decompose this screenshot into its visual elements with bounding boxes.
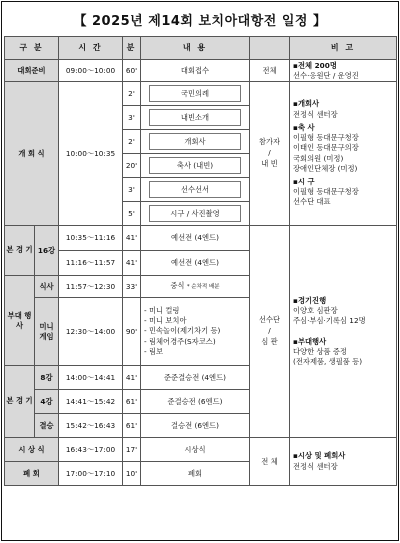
program-box: 내빈소개 (149, 109, 242, 126)
remark-line: 선수단 대표 (293, 197, 331, 207)
header-remarks: 비 고 (290, 37, 397, 60)
remark-head: ▪축 사 (293, 122, 315, 132)
game-item: - 미니 보치아 (144, 316, 187, 326)
category-opening: 개 회 식 (5, 82, 59, 226)
target-opening (250, 82, 290, 226)
header-time: 시 간 (59, 37, 123, 60)
remark-line: 국회의원 (미정) (293, 153, 344, 163)
program-box: 개회사 (149, 133, 242, 150)
remark-line: 전정식 센터장 (293, 109, 338, 119)
program-box: 국민의례 (149, 85, 242, 102)
minutes-opening-3: 2' (123, 130, 141, 154)
content-opening-6 (141, 202, 250, 226)
program-box: 선수선서 (149, 181, 242, 198)
meal-label: 중식 (170, 281, 185, 291)
remarks-middle (290, 226, 397, 438)
minutes-closing: 10' (123, 462, 141, 486)
game-item: - 민속놀이(제기차기 등) (144, 326, 221, 336)
content-opening-5 (141, 178, 250, 202)
minutes-opening-5: 3' (123, 178, 141, 202)
content-closing: 폐회 (141, 462, 250, 486)
schedule-page (1, 1, 399, 541)
remark-line: 장애인단체장 (미정) (293, 163, 358, 173)
remark-line: (전자제품, 생필품 등) (293, 356, 363, 366)
time-final-1: 14:00～14:41 (59, 366, 123, 390)
minutes-opening-1: 2' (123, 82, 141, 106)
remark-reception-body: 선수·응원단 / 운영진 (293, 70, 359, 80)
remark-line: 이태인 동대문구의장 (293, 143, 359, 153)
time-closing: 17:00～17:10 (59, 462, 123, 486)
minutes-final-2: 61' (123, 390, 141, 414)
program-box: 축사 (내빈) (149, 157, 242, 174)
minutes-award: 17' (123, 438, 141, 462)
remark-head: ▪부대행사 (293, 336, 327, 346)
game-item: - 림체어경주(S자코스) (144, 336, 216, 346)
content-opening-2 (141, 106, 250, 130)
game-item: - 미니 컬링 (144, 305, 180, 315)
target-middle (250, 226, 290, 438)
target-middle-bottom: 심 판 (261, 336, 278, 346)
time-prelim-1: 10:35～11:16 (59, 226, 123, 251)
sub-games: 미니 게임 (35, 298, 59, 366)
category-closing: 폐 회 (5, 462, 59, 486)
target-middle-top: 선수단 (258, 315, 281, 325)
remark-line: 전정식 센터장 (293, 461, 338, 471)
sub-meal: 식사 (35, 276, 59, 298)
category-finals: 본 경 기 (5, 366, 35, 438)
target-end: 전 체 (250, 438, 290, 486)
header-minutes: 분 (123, 37, 141, 60)
remarks-opening (290, 82, 397, 226)
content-opening-3 (141, 130, 250, 154)
category-prelim: 본 경 기 (5, 226, 35, 276)
category-award: 시 상 식 (5, 438, 59, 462)
target-reception: 전체 (250, 60, 290, 82)
target-opening-bottom: 내 빈 (261, 158, 278, 168)
schedule-table (4, 36, 397, 486)
content-games (141, 298, 250, 366)
minutes-reception: 60' (123, 60, 141, 82)
row-prelim-1 (5, 226, 397, 251)
minutes-opening-2: 3' (123, 106, 141, 130)
header-content: 내 용 (141, 37, 250, 60)
row-reception (5, 60, 397, 82)
content-meal (141, 276, 250, 298)
header-row (5, 37, 397, 60)
minutes-prelim-1: 41' (123, 226, 141, 251)
remark-reception (290, 60, 397, 82)
target-middle-mid: / (268, 326, 271, 336)
sub-prelim: 16강 (35, 226, 59, 276)
time-award: 16:43～17:00 (59, 438, 123, 462)
minutes-prelim-2: 41' (123, 251, 141, 276)
remark-line: 이양호 심판장 (293, 306, 338, 316)
row-award (5, 438, 397, 462)
content-opening-1 (141, 82, 250, 106)
remark-line: 주심·부심·기록심 12명 (293, 316, 366, 326)
sub-final-3: 결승 (35, 414, 59, 438)
content-award: 시상식 (141, 438, 250, 462)
header-category: 구 분 (5, 37, 59, 60)
content-final-1: 준준결승전 (4엔드) (141, 366, 250, 390)
remarks-end (290, 438, 397, 486)
minutes-games: 90' (123, 298, 141, 366)
remark-line: 이필형 동대문구청장 (293, 187, 359, 197)
category-reception: 대회준비 (5, 60, 59, 82)
time-prelim-2: 11:16～11:57 (59, 251, 123, 276)
target-opening-mid: / (268, 148, 271, 158)
time-games: 12:30～14:00 (59, 298, 123, 366)
row-opening-1 (5, 82, 397, 106)
sub-final-2: 4강 (35, 390, 59, 414)
meal-note: * 순차적 배분 (186, 284, 220, 291)
time-final-3: 15:42～16:43 (59, 414, 123, 438)
remark-head: ▪경기진행 (293, 295, 327, 305)
content-prelim-2: 예선전 (4엔드) (141, 251, 250, 276)
remark-reception-title: ▪전체 200명 (293, 60, 337, 70)
time-reception: 09:00～10:00 (59, 60, 123, 82)
content-opening-4 (141, 154, 250, 178)
remark-head: ▪시 구 (293, 176, 315, 186)
content-reception: 대회접수 (141, 60, 250, 82)
minutes-final-3: 61' (123, 414, 141, 438)
remark-head: ▪시상 및 폐회사 (293, 451, 346, 461)
remark-head: ▪개회사 (293, 99, 320, 109)
page-title: 【 2025년 제14회 보치아대항전 일정 】 (73, 13, 327, 29)
time-final-2: 14:41～15:42 (59, 390, 123, 414)
game-item: - 림보 (144, 346, 164, 356)
remark-line: 다양한 상품 증정 (293, 346, 347, 356)
minutes-opening-6: 5' (123, 202, 141, 226)
content-final-3: 결승전 (6엔드) (141, 414, 250, 438)
target-opening-top: 참가자 (258, 137, 281, 147)
content-prelim-1: 예선전 (4엔드) (141, 226, 250, 251)
minutes-meal: 33' (123, 276, 141, 298)
minutes-opening-4: 20' (123, 154, 141, 178)
remark-line: 이필형 동대문구청장 (293, 133, 359, 143)
category-side: 부대 행사 (5, 276, 35, 366)
sub-final-1: 8강 (35, 366, 59, 390)
time-meal: 11:57～12:30 (59, 276, 123, 298)
header-target (250, 37, 290, 60)
minutes-final-1: 41' (123, 366, 141, 390)
program-box: 시구 / 사진촬영 (149, 205, 242, 222)
time-opening: 10:00～10:35 (59, 82, 123, 226)
content-final-2: 준결승전 (6엔드) (141, 390, 250, 414)
